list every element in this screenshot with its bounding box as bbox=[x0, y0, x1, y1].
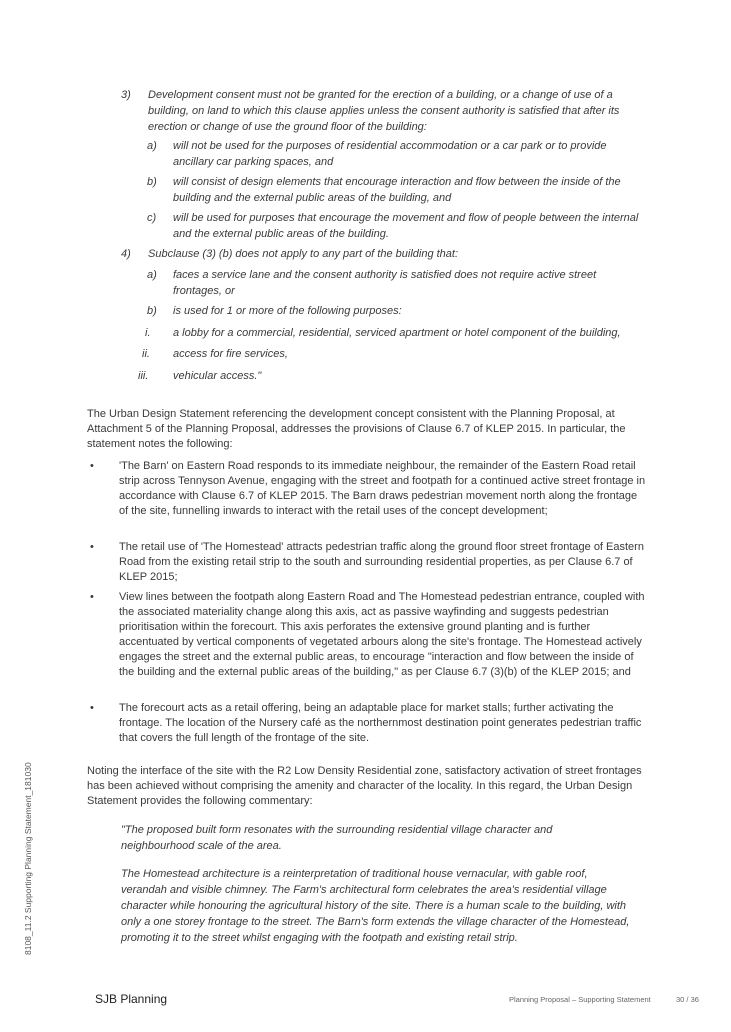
bullet-marker: • bbox=[90, 541, 94, 553]
noting-paragraph: Noting the interface of the site with the R2 Low Density Residential zone, satisfactory activation of street frontages has been achieved without comprising the amenity and character of the locality. In this regard, the Urban Design Statement provides the following commentary: bbox=[87, 765, 642, 807]
bullet-item bbox=[90, 540, 646, 585]
clause-number: b) bbox=[147, 305, 157, 317]
clause-text: Development consent must not be granted for the erection of a building, or a change of use of a building, on land to which this clause applies unless the consent authority is satisfied that after its erection or change of use the ground floor of the building: bbox=[148, 89, 620, 133]
quote-paragraph: The Homestead architecture is a reinterpretation of traditional house vernacular, with gable roof, verandah and visible chimney. The Farm's architectural form celebrates the area's residential village character while honouring the agricultural history of the site. There is a human scale to the building, with only a one storey frontage to the street. The Barn's form extends the village character of the Homestead, promoting it to the street whilst engaging with the footpath and existing retail strip. bbox=[121, 868, 630, 944]
footer-page-number: 30 / 36 bbox=[676, 995, 699, 1004]
bullet-item bbox=[90, 590, 646, 680]
bullet-marker: • bbox=[90, 591, 94, 603]
clause-number: a) bbox=[147, 269, 157, 281]
clause-text: Subclause (3) (b) does not apply to any part of the building that: bbox=[148, 248, 459, 260]
footer-document-title: Planning Proposal – Supporting Statement bbox=[509, 995, 651, 1004]
footer-brand-logo: SJB Planning bbox=[95, 992, 168, 1006]
clause-3c bbox=[147, 210, 648, 242]
clause-text: is used for 1 or more of the following purposes: bbox=[173, 305, 402, 317]
clause-4b-iii bbox=[138, 368, 648, 384]
bullet-item bbox=[90, 701, 646, 746]
bullet-marker: • bbox=[90, 702, 94, 714]
bullet-marker: • bbox=[90, 460, 94, 472]
clause-number: 3) bbox=[121, 89, 131, 101]
clause-4 bbox=[121, 246, 648, 262]
clause-number: a) bbox=[147, 140, 157, 152]
clause-number: b) bbox=[147, 176, 157, 188]
clause-text: will consist of design elements that encourage interaction and flow between the inside of the building and the external public areas of the building, and bbox=[173, 176, 621, 204]
clause-3a bbox=[147, 138, 648, 170]
clause-text: vehicular access." bbox=[173, 370, 262, 382]
bullet-item bbox=[90, 459, 646, 519]
clause-text: a lobby for a commercial, residential, serviced apartment or hotel component of the building, bbox=[173, 327, 621, 339]
clause-4b bbox=[147, 303, 648, 319]
bullet-text: The retail use of 'The Homestead' attracts pedestrian traffic along the ground floor street frontage of Eastern Road from the existing retail strip to the south and surrounding residential properties, as per Clause 6.7 of KLEP 2015; bbox=[119, 541, 644, 583]
clause-number: ii. bbox=[142, 348, 150, 360]
clause-4b-i bbox=[145, 325, 673, 341]
bullet-text: View lines between the footpath along Eastern Road and The Homestead pedestrian entrance, coupled with the associated materiality change along this axis, act as passive wayfinding and suggests pedestrian prioritisation within the forecourt. This axis perforates the extensive ground planting and is further accentuated by vertical components of vegetated arbours along the site's frontage. The Homestead actively engages the street and the external public areas, to encourage "interaction and flow between the inside of the building and the external public areas of the building," as per Clause 6.7 (3)(b) of the KLEP 2015; and bbox=[119, 591, 645, 678]
clause-4a bbox=[147, 267, 648, 299]
clause-text: will be used for purposes that encourage the movement and flow of people between the internal and the external public areas of the building. bbox=[173, 212, 639, 240]
clause-number: 4) bbox=[121, 248, 131, 260]
clause-3 bbox=[121, 87, 648, 135]
document-reference-sidebar: 8108_11.2 Supporting Planning Statement_181030 bbox=[23, 762, 33, 955]
clause-text: faces a service lane and the consent authority is satisfied does not require active street frontages, or bbox=[173, 269, 597, 297]
clause-4b-ii bbox=[142, 346, 648, 362]
clause-number: c) bbox=[147, 212, 157, 224]
bullet-text: The forecourt acts as a retail offering, being an adaptable place for market stalls; further activating the frontage. The location of the Nursery café as the northernmost destination point generates pedestrian traffic that covers the full length of the frontage of the site. bbox=[119, 702, 642, 744]
clause-number: i. bbox=[145, 327, 151, 339]
quote-paragraph: "The proposed built form resonates with the surrounding residential village character and neighbourhood scale of the area. bbox=[121, 824, 553, 852]
bullet-text: 'The Barn' on Eastern Road responds to its immediate neighbour, the remainder of the Eastern Road retail strip across Tennyson Avenue, engaging with the street and footpath for a continued active street frontage in accordance with Clause 6.7 of KLEP 2015. The Barn draws pedestrian movement north along the frontage of the site, funnelling inwards to interact with the retail uses of the concept development; bbox=[119, 460, 646, 517]
clause-text: access for fire services, bbox=[173, 348, 288, 360]
clause-3b bbox=[147, 174, 648, 206]
clause-number: iii. bbox=[138, 370, 149, 382]
clause-text: will not be used for the purposes of residential accommodation or a car park or to provide ancillary car parking spaces, and bbox=[173, 140, 607, 168]
intro-paragraph: The Urban Design Statement referencing the development concept consistent with the Planning Proposal, at Attachment 5 of the Planning Proposal, addresses the provisions of Clause 6.7 of KLEP 2015. In particular, the statement notes the following: bbox=[87, 408, 626, 450]
